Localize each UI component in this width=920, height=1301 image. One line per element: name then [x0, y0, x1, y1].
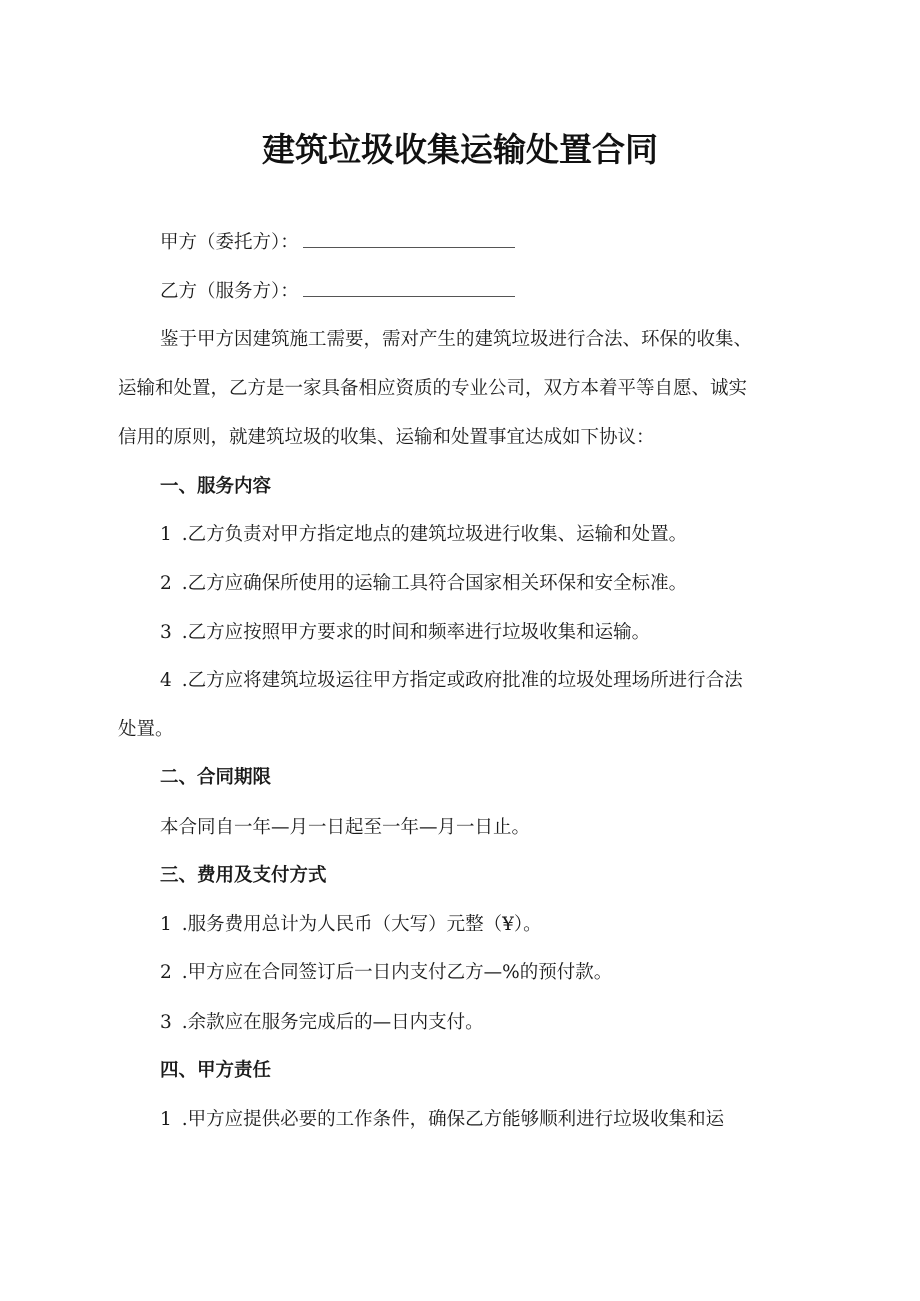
preamble-line-1: 鉴于甲方因建筑施工需要，需对产生的建筑垃圾进行合法、环保的收集、: [160, 329, 753, 350]
document-title: 建筑垃圾收集运输处置合同: [262, 130, 658, 169]
item-number: 1: [160, 1109, 172, 1130]
section1-item-1: [160, 522, 687, 548]
item-text: .乙方应按照甲方要求的时间和频率进行垃圾收集和运输。: [181, 622, 651, 643]
section3-item-3: [160, 1010, 484, 1036]
item-number: 4: [160, 670, 172, 691]
section4-item-1: [160, 1107, 724, 1133]
item-text: .甲方应提供必要的工作条件，确保乙方能够顺利进行垃圾收集和运: [181, 1109, 725, 1130]
item-number: 2: [160, 573, 172, 594]
preamble-line-2: 运输和处置，乙方是一家具备相应资质的专业公司，双方本着平等自愿、诚实: [118, 378, 748, 399]
item-number: 3: [160, 622, 172, 643]
party-a-label: 甲方（委托方）：: [160, 232, 299, 253]
party-a-blank: [303, 229, 515, 248]
item-text: .乙方应确保所使用的运输工具符合国家相关环保和安全标准。: [181, 573, 688, 594]
item-number: 1: [160, 524, 172, 545]
party-b-label: 乙方（服务方）：: [160, 281, 299, 302]
party-b-line: [160, 278, 515, 305]
section3-item-1: [160, 912, 542, 938]
party-b-blank: [303, 278, 515, 297]
item-text: .服务费用总计为人民币（大写）元整（¥）。: [181, 914, 542, 935]
section2-text: 本合同自一年—月一日起至一年—月一日止。: [160, 817, 531, 838]
section1-heading: 一、服务内容: [160, 476, 272, 497]
item-text: .甲方应在合同签订后一日内支付乙方—%的预付款。: [181, 962, 613, 983]
item-text: .乙方应将建筑垃圾运往甲方指定或政府批准的垃圾处理场所进行合法: [181, 670, 743, 691]
section3-item-2: [160, 960, 612, 986]
item-text: .乙方负责对甲方指定地点的建筑垃圾进行收集、运输和处置。: [181, 524, 688, 545]
item-text: .余款应在服务完成后的—日内支付。: [181, 1012, 484, 1033]
section1-item-4-cont: 处置。: [118, 719, 174, 740]
item-number: 3: [160, 1012, 172, 1033]
section1-item-2: [160, 571, 687, 597]
section1-item-4: [160, 668, 743, 694]
section2-heading: 二、合同期限: [160, 767, 272, 788]
section1-item-3: [160, 620, 650, 646]
party-a-line: [160, 229, 515, 256]
section3-heading: 三、费用及支付方式: [160, 865, 327, 886]
item-number: 1: [160, 914, 172, 935]
preamble-line-3: 信用的原则，就建筑垃圾的收集、运输和处置事宜达成如下协议：: [118, 427, 655, 448]
item-number: 2: [160, 962, 172, 983]
section4-heading: 四、甲方责任: [160, 1060, 272, 1081]
